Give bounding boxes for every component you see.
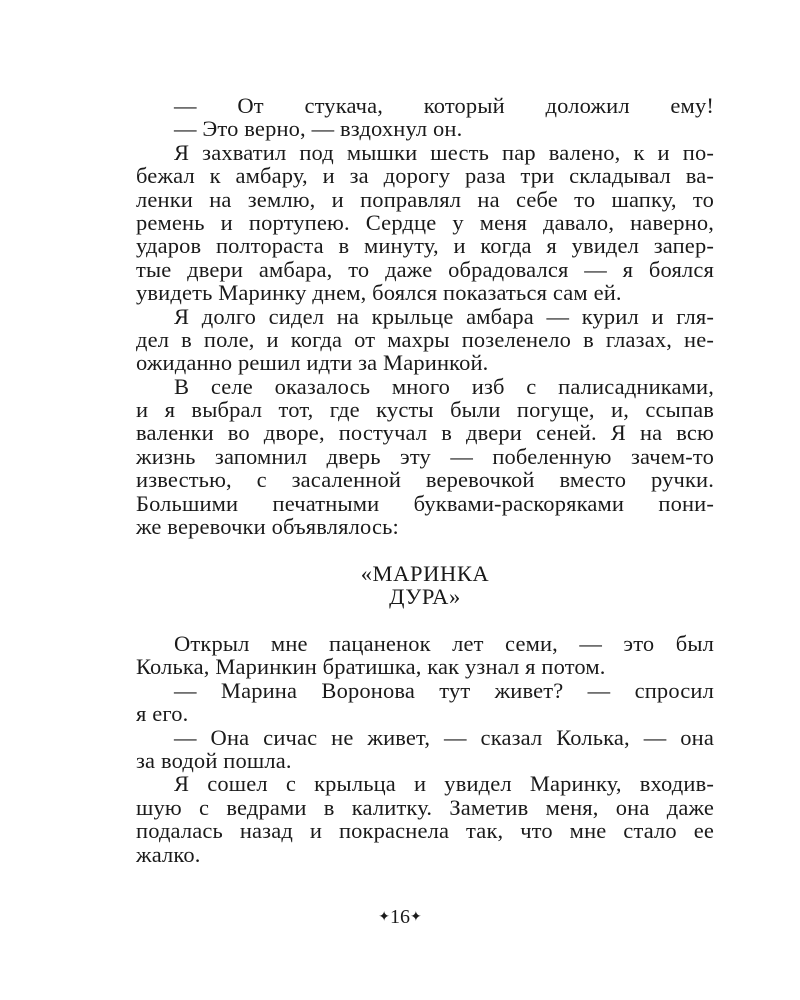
book-page-text — [136, 94, 714, 866]
star-ornament-icon: ✦ — [378, 910, 390, 925]
text-line: и я выбрал тот, где кусты были погуще, и, ссыпав — [136, 397, 714, 423]
text-line: — Она сичас не живет, — сказал Колька, — она — [174, 724, 714, 750]
text-line: шую с ведрами в калитку. Заметив меня, она даже — [136, 794, 714, 820]
text-line: ленки на землю, и поправлял на себе то шапку, то — [136, 186, 714, 212]
door-inscription-line: «МАРИНКА — [360, 560, 490, 586]
text-line: валенки во дворе, постучал в двери сеней. Я на всю — [136, 420, 714, 446]
text-line: — Марина Воронова тут живет? — спросил — [174, 677, 714, 703]
text-line: Я долго сидел на крыльце амбара — курил и гля- — [174, 303, 714, 329]
text-line: я его. — [136, 701, 189, 727]
text-line: Колька, Маринкин братишка, как узнал я потом. — [136, 654, 606, 680]
text-line: увидеть Маринку днем, боялся показаться сам ей. — [136, 280, 622, 306]
text-line: дел в поле, и когда от махры позеленело в глазах, не- — [136, 326, 714, 352]
text-line: жизнь запомнил дверь эту — побеленную зачем-то — [136, 443, 714, 469]
text-line: бежал к амбару, и за дорогу раза три складывал ва- — [136, 163, 714, 189]
text-line: же веревочки объявлялось: — [136, 514, 399, 540]
page-number: 16 — [390, 906, 410, 928]
text-line: Большими печатными буквами-раскоряками пони- — [136, 490, 714, 516]
text-line: подалась назад и покраснела так, что мне стало ее — [136, 818, 714, 844]
blank-line — [136, 538, 714, 561]
page-number-folio — [0, 905, 800, 932]
text-line: тые двери амбара, то даже обрадовался — я боялся — [136, 256, 714, 282]
text-line: известью, с засаленной веревочкой вместо ручки. — [136, 467, 714, 493]
text-line: жалко. — [136, 841, 201, 867]
text-line: В селе оказалось много изб с палисадниками, — [174, 373, 714, 399]
text-line: Открыл мне пацаненок лет семи, — это был — [174, 630, 714, 656]
text-line: ударов полтораста в минуту, и когда я увидел запер- — [136, 233, 714, 259]
text-line: Я сошел с крыльца и увидел Маринку, входив- — [174, 771, 714, 797]
door-inscription-line: ДУРА» — [389, 584, 461, 610]
text-line: Я захватил под мышки шесть пар валено, к и по- — [174, 139, 714, 165]
text-line: за водой пошла. — [136, 747, 292, 773]
star-ornament-icon: ✦ — [410, 910, 422, 925]
text-line: — Это верно, — вздохнул он. — [174, 116, 463, 142]
text-line: — От стукача, который доложил ему! — [174, 93, 714, 118]
blank-line — [136, 609, 714, 632]
text-line: ожиданно решил идти за Маринкой. — [136, 350, 489, 376]
text-line: ремень и портупею. Сердце у меня давало, наверно, — [136, 209, 714, 235]
